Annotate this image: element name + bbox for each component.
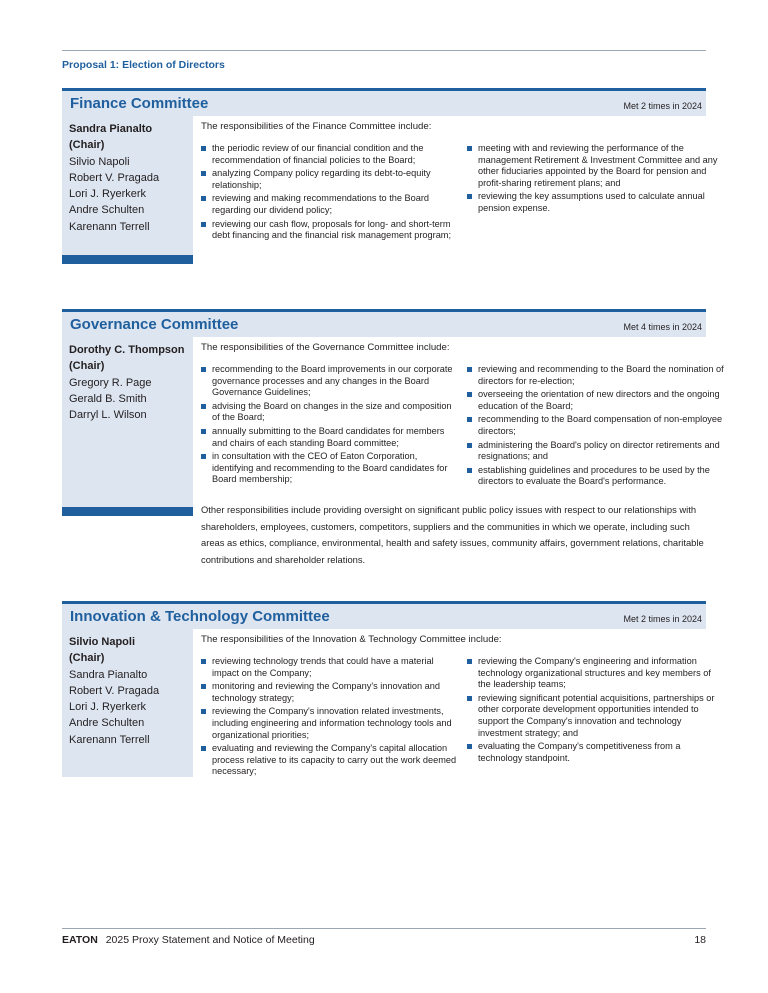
member-name: Karenann Terrell xyxy=(69,220,150,233)
responsibility-item: reviewing significant potential acquisitions, partnerships or other corporate development opportunities intended to support the Company's innovation and technology investment strategy; and xyxy=(467,693,724,739)
responsibilities xyxy=(193,629,724,780)
responsibility-item: analyzing Company policy regarding its debt-to-equity relationship; xyxy=(201,168,458,191)
chair-tag: (Chair) xyxy=(69,652,105,665)
responsibility-item: reviewing our cash flow, proposals for long- and short-term debt financing and the financial risk management program; xyxy=(201,219,458,242)
brand-name: EATON xyxy=(62,934,98,946)
accent-bar xyxy=(62,507,193,516)
committee-header xyxy=(62,309,706,337)
accent-bar xyxy=(62,255,193,264)
responsibility-item: annually submitting to the Board candidates for members and chairs of each standing Board committee; xyxy=(201,426,458,449)
responsibility-item: reviewing the key assumptions used to calculate annual pension expense. xyxy=(467,191,724,214)
responsibility-item: overseeing the orientation of new directors and the ongoing education of the Board; xyxy=(467,389,724,412)
chair-name: Sandra Pianalto xyxy=(69,123,153,135)
responsibility-item: advising the Board on changes in the size and composition of the Board; xyxy=(201,401,458,424)
committee-title: Governance Committee xyxy=(70,316,239,333)
member-name: Lori J. Ryerkerk xyxy=(69,188,147,201)
responsibility-item: reviewing and recommending to the Board the nomination of directors for re-election; xyxy=(467,364,724,387)
committee-header xyxy=(62,601,706,629)
responsibility-item: monitoring and reviewing the Company's innovation and technology strategy; xyxy=(201,681,458,704)
member-name: Robert V. Pragada xyxy=(69,171,160,184)
committee-title: Finance Committee xyxy=(70,95,209,112)
document-title: 2025 Proxy Statement and Notice of Meeting xyxy=(105,934,315,946)
responsibility-item: establishing guidelines and procedures to be used by the directors to evaluate the Board's performance. xyxy=(467,465,724,488)
member-list xyxy=(62,116,193,264)
committee-title: Innovation & Technology Committee xyxy=(70,608,330,625)
member-name: Andre Schulten xyxy=(69,204,145,217)
responsibility-item: recommending to the Board improvements in our corporate governance processes and any changes in the Board Governance Guidelines; xyxy=(201,364,458,399)
responsibility-item: administering the Board's policy on director retirements and resignations; and xyxy=(467,440,724,463)
page-footer xyxy=(62,928,706,946)
member-name: Lori J. Ryerkerk xyxy=(69,701,147,714)
responsibilities xyxy=(193,116,724,264)
chair-tag: (Chair) xyxy=(69,360,105,373)
responsibility-item: reviewing the Company's engineering and information technology organizational structures and key members of the leadership teams; xyxy=(467,656,724,691)
innovation-technology-committee xyxy=(62,601,715,780)
section-title: Proposal 1: Election of Directors xyxy=(62,59,225,71)
member-name: Gerald B. Smith xyxy=(69,392,147,405)
responsibility-item: evaluating the Company's competitiveness from a technology standpoint. xyxy=(467,741,724,764)
member-list xyxy=(62,337,193,516)
responsibility-item: the periodic review of our financial condition and the recommendation of financial policies to the Board; xyxy=(201,143,458,166)
finance-committee xyxy=(62,88,718,264)
responsibilities-intro: The responsibilities of the Governance Committee include: xyxy=(201,342,450,353)
member-name: Darryl L. Wilson xyxy=(69,409,147,422)
chair-name: Dorothy C. Thompson xyxy=(69,344,185,356)
responsibility-item: reviewing the Company's innovation related investments, including engineering and information technology tools and organizational priorities; xyxy=(201,706,458,741)
page-header xyxy=(62,50,706,73)
meeting-count: Met 2 times in 2024 xyxy=(623,101,702,111)
responsibility-item: reviewing technology trends that could have a material impact on the Company; xyxy=(201,656,458,679)
member-name: Andre Schulten xyxy=(69,717,145,730)
responsibility-item: evaluating and reviewing the Company's capital allocation process relative to its capacity to carry out the work deemed necessary; xyxy=(201,743,458,778)
responsibilities-intro: The responsibilities of the Finance Committee include: xyxy=(201,121,432,132)
chair-name: Silvio Napoli xyxy=(69,636,136,648)
member-list xyxy=(62,629,193,777)
chair-tag: (Chair) xyxy=(69,139,105,152)
page-number: 18 xyxy=(694,934,706,946)
member-name: Robert V. Pragada xyxy=(69,684,160,697)
member-name: Gregory R. Page xyxy=(69,376,152,389)
committee-header xyxy=(62,88,706,116)
responsibility-item: in consultation with the CEO of Eaton Corporation, identifying and recommending to the Board candidates for Board membership; xyxy=(201,451,458,486)
member-name: Sandra Pianalto xyxy=(69,668,148,681)
responsibilities-intro: The responsibilities of the Innovation & Technology Committee include: xyxy=(201,634,502,645)
member-name: Silvio Napoli xyxy=(69,155,130,168)
responsibility-item: reviewing and making recommendations to the Board regarding our dividend policy; xyxy=(201,193,458,216)
responsibility-item: meeting with and reviewing the performance of the management Retirement & Investment Committee and any other fiduciaries appointed by the Board for pension and profit-sharing retirement plans; and xyxy=(467,143,724,189)
responsibility-item: recommending to the Board compensation of non-employee directors; xyxy=(467,414,724,437)
member-name: Karenann Terrell xyxy=(69,733,150,746)
meeting-count: Met 2 times in 2024 xyxy=(623,614,702,624)
responsibilities xyxy=(193,337,724,568)
meeting-count: Met 4 times in 2024 xyxy=(623,322,702,332)
governance-committee xyxy=(62,309,724,568)
other-responsibilities: Other responsibilities include providing oversight on significant public policy issues with respect to our relationships with shareholders, employees, customers, competitors, suppliers and the communities in which we operate, including such areas as ethics, compliance, environmental, health and safety issues, community affairs, government relations, charitable contributions and shareholder relations. xyxy=(201,503,704,565)
